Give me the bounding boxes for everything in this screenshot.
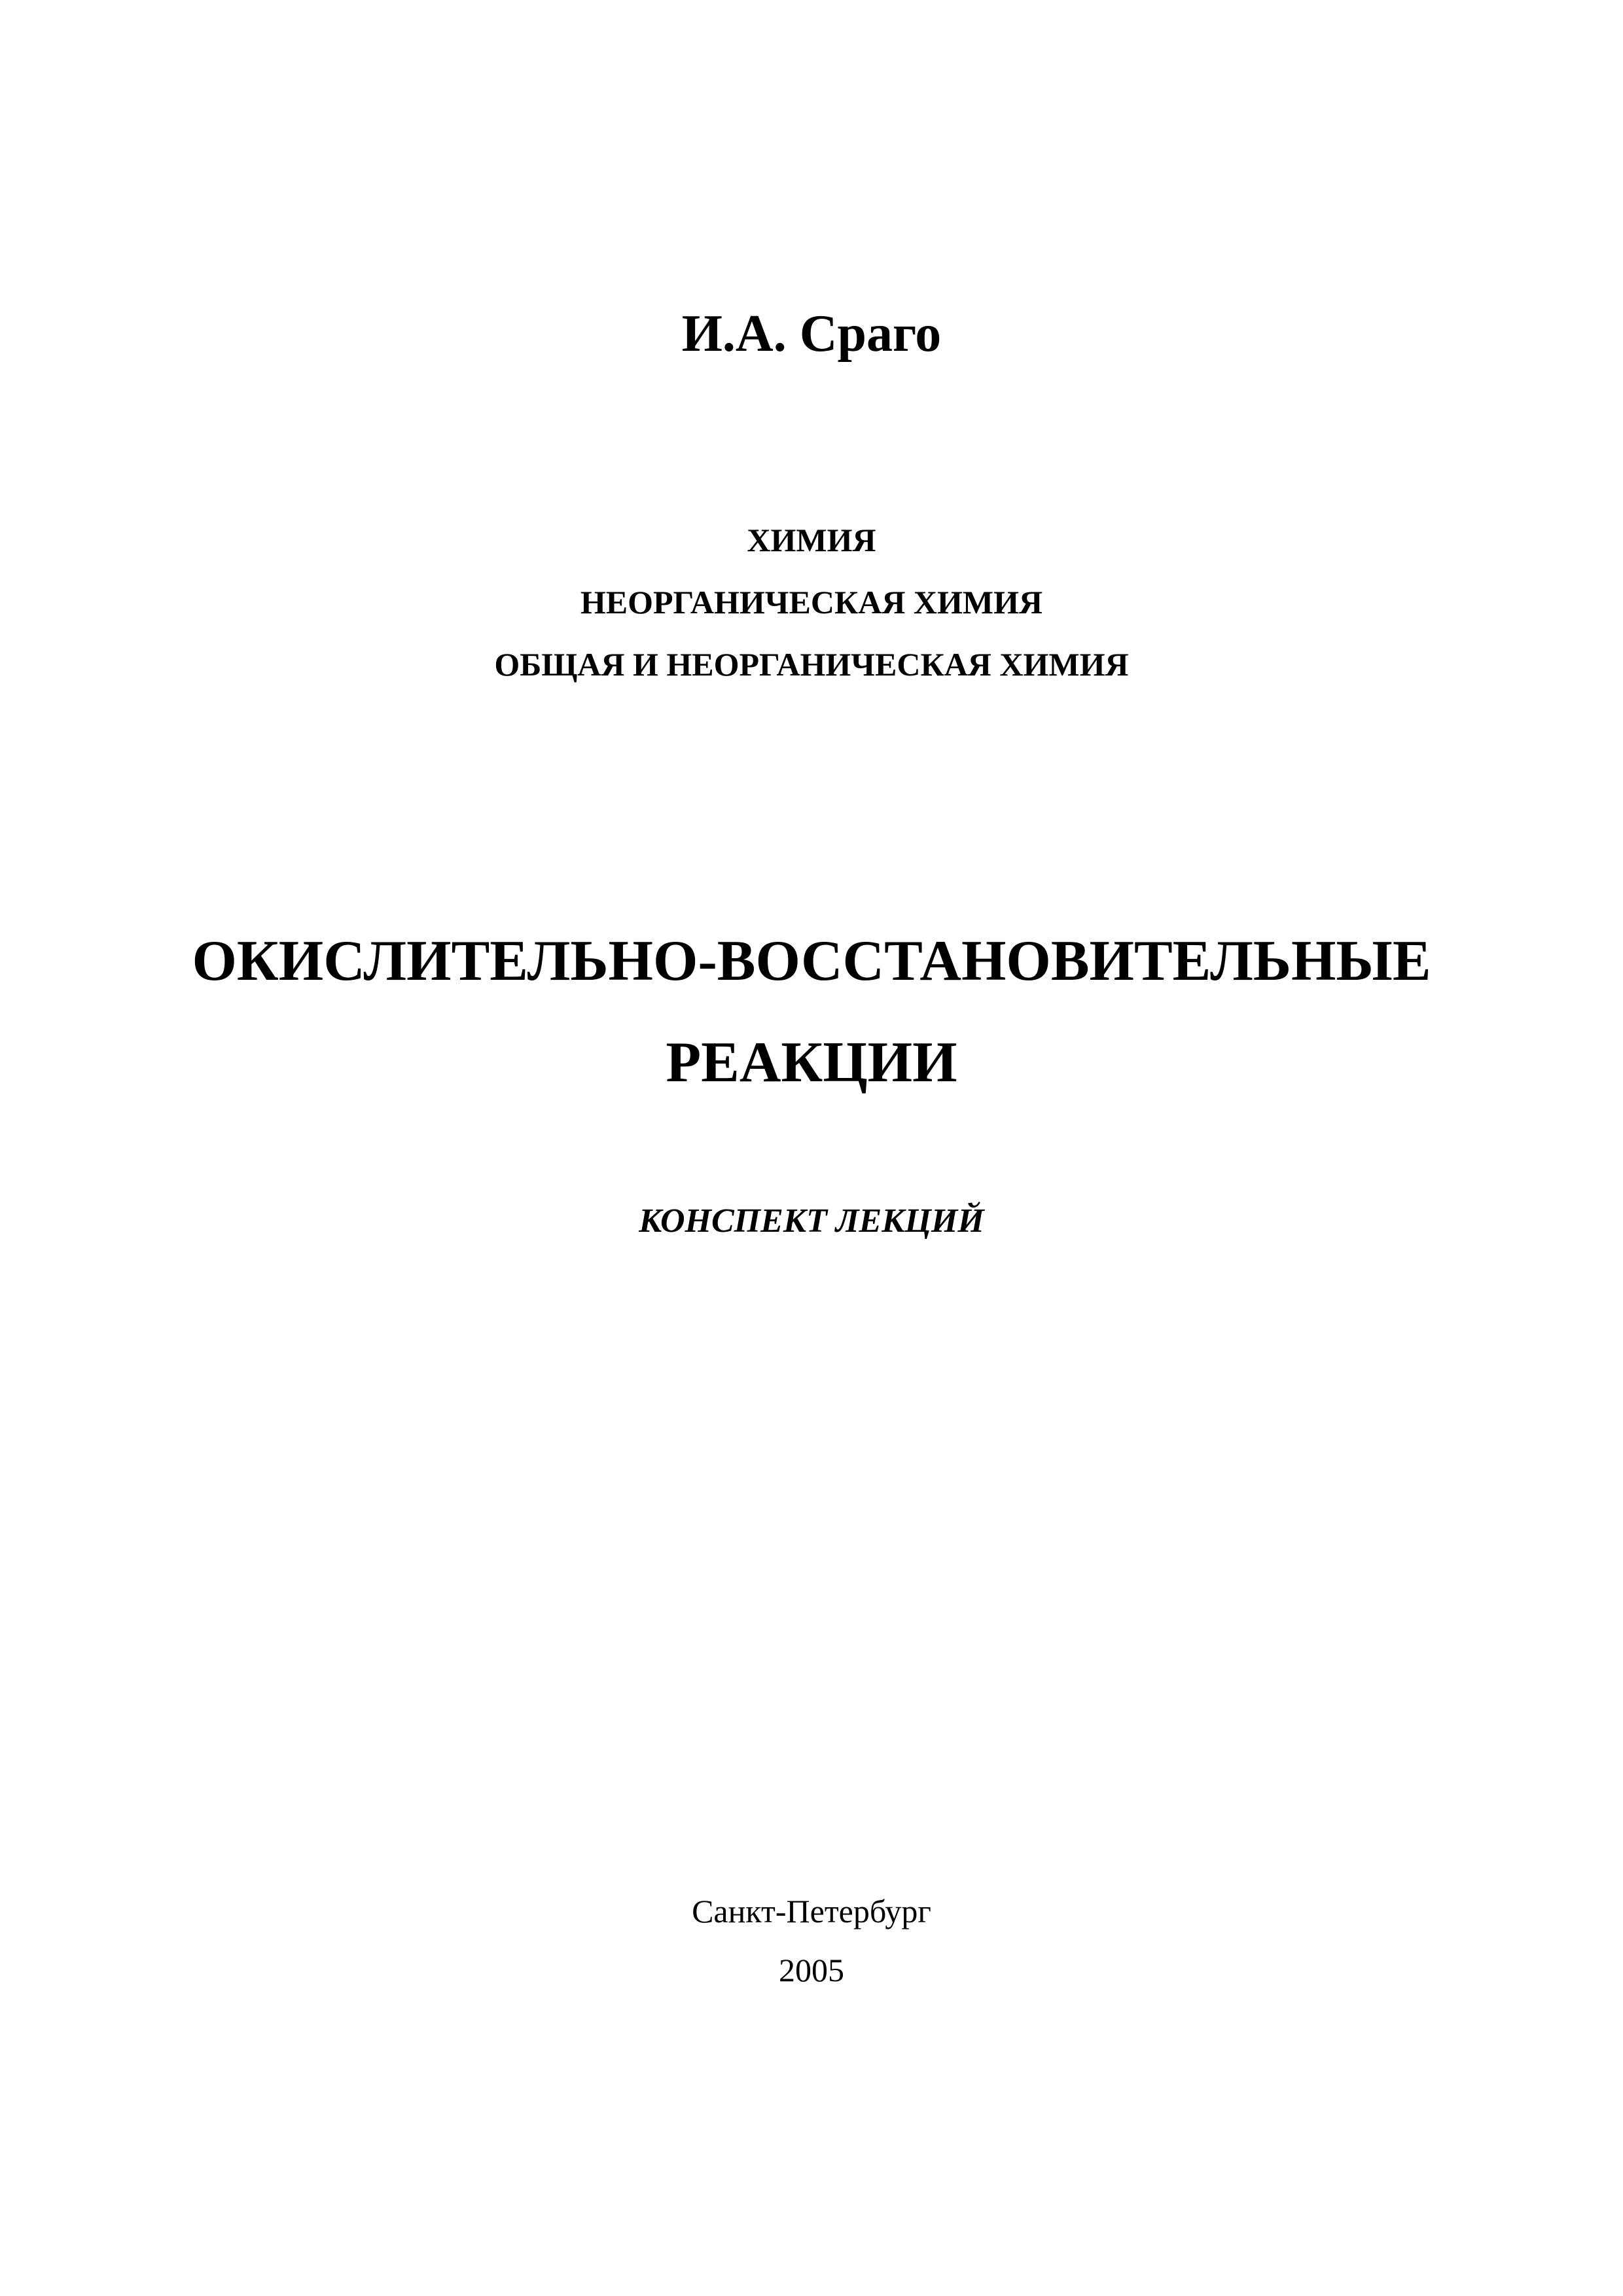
subject-line: ОБЩАЯ И НЕОРГАНИЧЕСКАЯ ХИМИЯ [494, 646, 1129, 683]
document-title-line: РЕАКЦИИ [666, 1031, 957, 1094]
author-name: И.А. Сраго [681, 305, 942, 363]
subject-line: ХИМИЯ [747, 522, 876, 558]
publication-year: 2005 [779, 1952, 844, 1988]
document-title-line: ОКИСЛИТЕЛЬНО-ВОССТАНОВИТЕЛЬНЫЕ [192, 929, 1431, 993]
document-subtitle: КОНСПЕКТ ЛЕКЦИЙ [639, 1202, 984, 1240]
publication-city: Санкт-Петербург [692, 1893, 931, 1929]
subject-line: НЕОРГАНИЧЕСКАЯ ХИМИЯ [580, 584, 1043, 620]
